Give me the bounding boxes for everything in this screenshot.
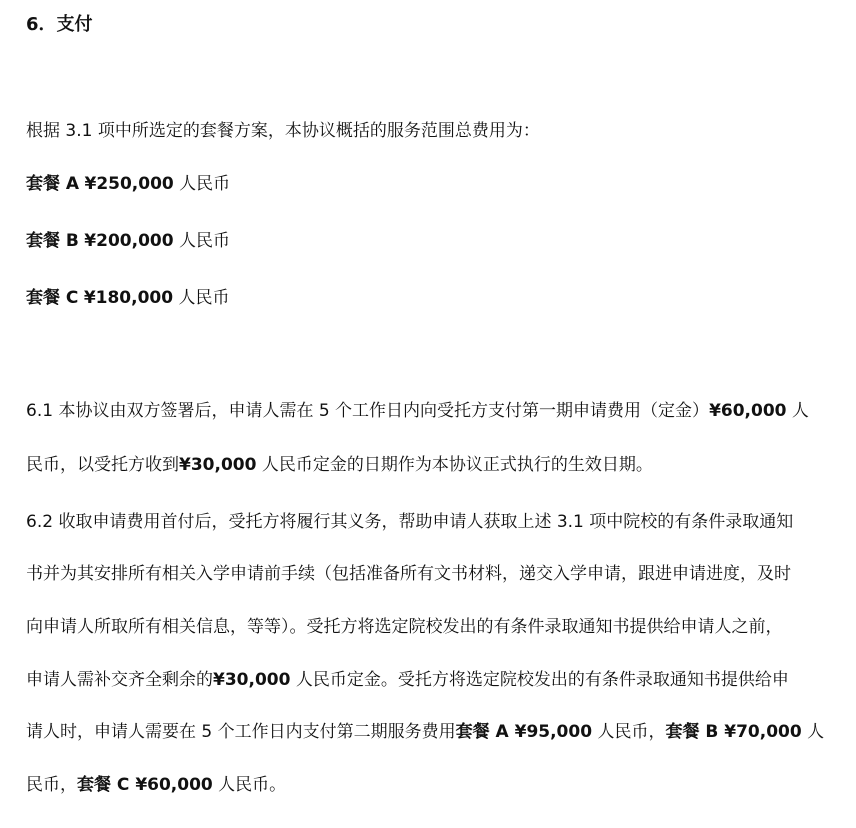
package-c-price: ¥180,000 <box>83 288 174 308</box>
clause-6-1-text: 6.1 本协议由双方签署后，申请人需在 5 个工作日内向受托方支付第一期申请费用（定金） <box>26 401 710 421</box>
remaining-deposit-amount: ¥30,000 <box>213 670 291 690</box>
second-fee-package-c: 套餐 C ¥60,000 <box>77 775 213 795</box>
package-a-unit: 人民币 <box>173 174 231 194</box>
package-c-unit: 人民币 <box>173 288 230 308</box>
clause-6-2-line-1: 6.2 收取申请费用首付后，受托方将履行其义务，帮助申请人获取上述 3.1 项中院校的有条件录取通知 <box>26 512 794 532</box>
clause-6-1-line-1 <box>26 399 809 423</box>
clause-6-2-line-6 <box>26 773 286 797</box>
package-b-unit: 人民币 <box>173 231 230 251</box>
package-b-name: 套餐 B <box>26 231 79 251</box>
package-c-line <box>26 286 229 310</box>
intro-paragraph: 根据 3.1 项中所选定的套餐方案，本协议概括的服务范围总费用为： <box>26 121 540 141</box>
clause-6-2-text: 人民币。 <box>212 775 287 795</box>
package-c-name: 套餐 C <box>26 288 79 308</box>
package-b-price: ¥200,000 <box>84 231 174 251</box>
clause-6-2-line-2: 书并为其安排所有相关入学申请前手续（包括准备所有文书材料，递交入学申请，跟进申请进度，及时 <box>26 564 791 584</box>
clause-6-2-line-3: 向申请人所取所有相关信息，等等）。受托方将选定院校发出的有条件录取通知书提供给申请人之前， <box>26 617 783 637</box>
package-a-price: ¥250,000 <box>84 174 174 194</box>
clause-6-2-line-5 <box>26 720 824 744</box>
clause-6-1-line-2 <box>26 453 653 477</box>
package-a-name: 套餐 A <box>26 174 80 194</box>
clause-6-2-text: 请人时，申请人需要在 5 个工作日内支付第二期服务费用 <box>26 722 456 742</box>
clause-6-2-text: 申请人需补交齐全剩余的 <box>26 670 213 690</box>
clause-6-2-line-4 <box>26 668 789 692</box>
clause-6-1-text: 民币，以受托方收到 <box>26 455 179 475</box>
received-deposit-amount: ¥30,000 <box>179 455 257 475</box>
clause-6-2-text: 人民币， <box>592 722 666 742</box>
package-b-line <box>26 229 230 253</box>
first-deposit-amount: ¥60,000 <box>709 401 787 421</box>
clause-6-1-text: 人 <box>786 401 809 421</box>
clause-6-2-text: 民币， <box>26 775 77 795</box>
clause-6-2-text: 人民币定金。受托方将选定院校发出的有条件录取通知书提供给申 <box>290 670 789 690</box>
second-fee-package-a: 套餐 A ¥95,000 <box>455 722 593 742</box>
package-a-line <box>26 172 230 196</box>
second-fee-package-b: 套餐 B ¥70,000 <box>665 722 802 742</box>
section-heading: 6．支付 <box>26 14 93 35</box>
clause-6-2-text: 人 <box>801 722 825 742</box>
clause-6-1-text: 人民币定金的日期作为本协议正式执行的生效日期。 <box>256 455 653 475</box>
